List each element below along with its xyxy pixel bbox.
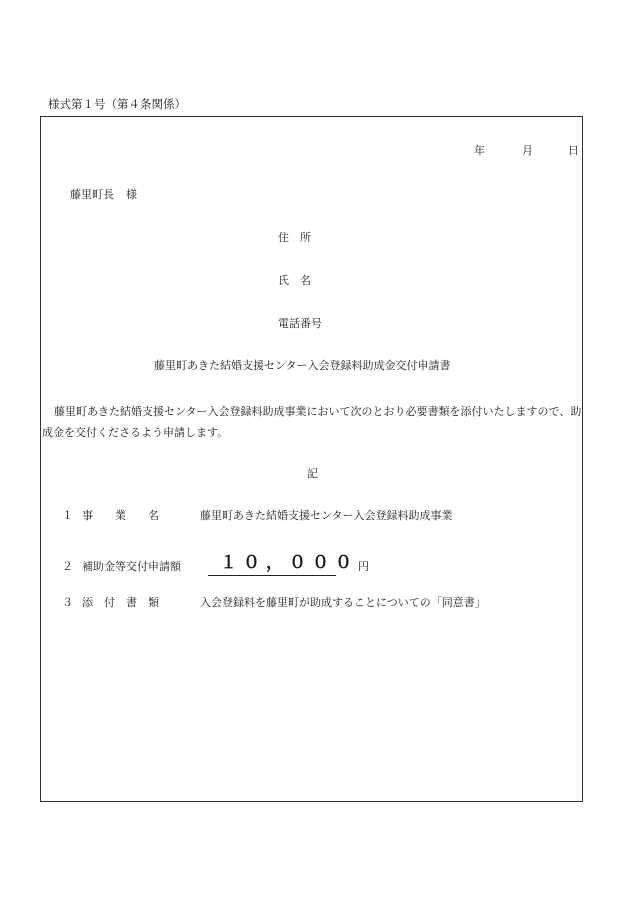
addressee-name: 藤里町長 xyxy=(70,188,114,201)
address-label: 住 所 xyxy=(278,231,311,244)
amount-value: １０，０００ xyxy=(220,553,358,573)
body-text xyxy=(42,401,582,443)
item-business-name xyxy=(62,507,453,523)
addressee-honorific: 様 xyxy=(126,188,137,201)
date-day-label: 日 xyxy=(568,144,579,157)
ki-heading: 記 xyxy=(307,467,318,480)
item-number: ３ xyxy=(62,596,73,609)
body-paragraph: 藤里町あきた結婚支援センター入会登録料助成事業において次のとおり必要書類を添付いたしますので、助成金を交付くださるよう申請します。 xyxy=(42,405,582,439)
amount-unit: 円 xyxy=(358,560,369,573)
form-frame xyxy=(40,116,583,802)
phone-label: 電話番号 xyxy=(278,317,322,330)
item-application-amount xyxy=(62,550,369,576)
date-year-label: 年 xyxy=(474,144,485,157)
amount-field xyxy=(208,550,369,576)
item-number: ２ xyxy=(62,560,73,573)
form-number: 様式第１号（第４条関係） xyxy=(48,97,186,111)
item-value: 藤里町あきた結婚支援センター入会登録料助成事業 xyxy=(200,509,453,522)
item-value: 入会登録料を藤里町が助成することについての「同意書」 xyxy=(200,596,486,609)
addressee xyxy=(70,186,137,202)
item-label: 補助金等交付申請額 xyxy=(82,560,181,573)
name-label: 氏 名 xyxy=(278,274,311,287)
document-title: 藤里町あきた結婚支援センター入会登録料助成金交付申請書 xyxy=(154,359,451,372)
date-month-label: 月 xyxy=(522,144,533,157)
item-attachments xyxy=(62,594,486,610)
item-number: １ xyxy=(62,509,73,522)
item-label: 事 業 名 xyxy=(82,509,159,522)
item-label: 添 付 書 類 xyxy=(82,596,159,609)
